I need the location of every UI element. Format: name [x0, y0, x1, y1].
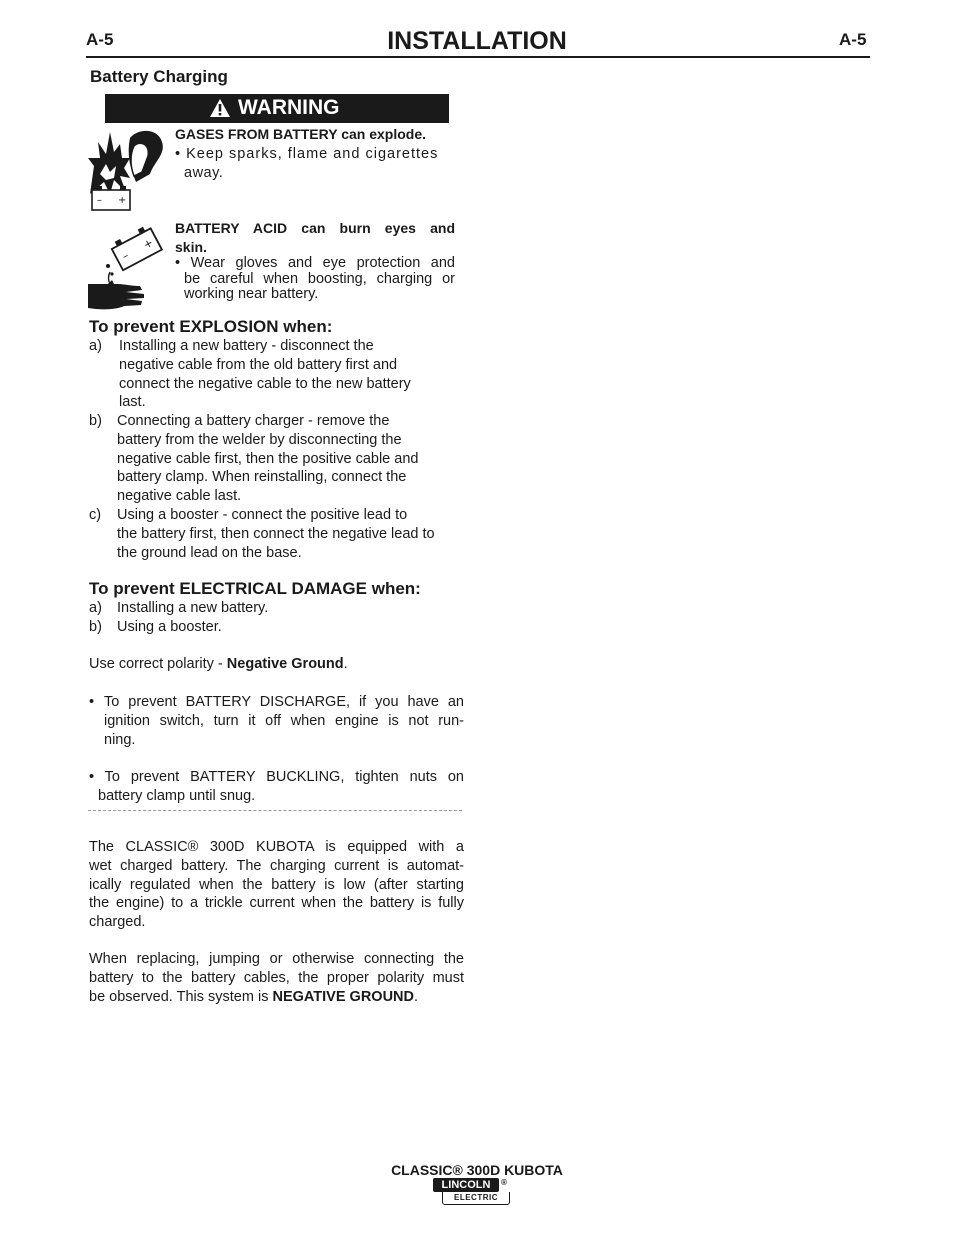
- polarity-paragraph-bold: NEGATIVE GROUND: [272, 988, 415, 1005]
- explosion-item-b-marker: b): [89, 413, 102, 429]
- acid-warning-bullet-line2: be careful when boosting, charging or: [184, 271, 455, 287]
- page-code-right: A-5: [839, 30, 867, 49]
- explosion-item-c: [117, 506, 462, 562]
- explosion-item-a-line: Installing a new battery - disconnect the: [119, 338, 374, 354]
- logo-bottom: ELECTRIC: [442, 1192, 510, 1205]
- svg-text:–: –: [97, 195, 102, 206]
- explosion-item-b-line: battery from the welder by disconnecting the: [117, 431, 402, 448]
- explosion-heading: To prevent EXPLOSION when:: [89, 317, 333, 336]
- svg-text:+: +: [118, 195, 127, 206]
- electrical-heading: To prevent ELECTRICAL DAMAGE when:: [89, 579, 421, 598]
- polarity-paragraph-prefix: be observed. This system is: [89, 988, 273, 1005]
- svg-text:+: +: [141, 235, 156, 252]
- polarity-paragraph-suffix: .: [414, 988, 419, 1005]
- charging-paragraph-line: charged.: [89, 914, 146, 931]
- acid-warning-bullet-line3: working near battery.: [184, 286, 319, 302]
- explosion-item-b: [117, 412, 462, 506]
- explosion-item-c-line: the battery first, then connect the negative lead to: [117, 525, 435, 542]
- gases-warning-title: GASES FROM BATTERY can explode.: [175, 126, 427, 142]
- gases-warning-bullet-cont: away.: [184, 165, 224, 181]
- polarity-paragraph-line: battery to the battery cables, the proper polarity must: [89, 969, 464, 986]
- page-title: INSTALLATION: [387, 27, 567, 55]
- explosion-item-a-line: negative cable from the old battery first and: [119, 356, 398, 373]
- explosion-item-a-marker: a): [89, 338, 102, 354]
- header-rule: [86, 56, 870, 58]
- svg-text:–: –: [119, 248, 131, 263]
- electrical-item-a-marker: a): [89, 600, 102, 616]
- warning-label: WARNING: [238, 96, 340, 119]
- charging-paragraph-line: the engine) to a trickle current when the battery is fully: [89, 895, 464, 912]
- electrical-item-b: Using a booster.: [117, 619, 222, 635]
- discharge-line: ignition switch, turn it off when engine is not run-: [104, 712, 464, 729]
- discharge-line: ning.: [104, 731, 136, 748]
- warning-triangle-icon: [209, 98, 231, 118]
- explosion-item-c-line: Using a booster - connect the positive lead to: [117, 507, 408, 523]
- polarity-bold: Negative Ground: [226, 656, 344, 672]
- electrical-item-a: Installing a new battery.: [117, 600, 269, 616]
- charging-paragraph-line: wet charged battery. The charging current is automat-: [89, 857, 464, 874]
- explosion-item-c-line: the ground lead on the base.: [117, 544, 302, 561]
- charging-paragraph-line: ically regulated when the battery is low (after starting: [89, 876, 464, 893]
- explosion-item-b-line: negative cable last.: [117, 488, 242, 505]
- polarity-suffix: .: [343, 656, 348, 672]
- electrical-item-b-marker: b): [89, 619, 102, 635]
- battery-acid-hand-icon: [86, 222, 168, 312]
- explosion-item-a-line: connect the negative cable to the new battery: [119, 375, 411, 392]
- warning-banner: [105, 94, 449, 123]
- battery-explosion-icon: [86, 128, 174, 214]
- discharge-bullet: •: [89, 694, 95, 710]
- charging-paragraph: [89, 838, 464, 932]
- polarity-paragraph-line: When replacing, jumping or otherwise connecting the: [89, 951, 464, 967]
- page-code-left: A-5: [86, 30, 114, 49]
- gases-warning-bullet: • Keep sparks, flame and cigarettes: [175, 146, 439, 162]
- polarity-paragraph: [89, 950, 464, 1006]
- polarity-line: [89, 655, 348, 674]
- acid-warning-title-cont: skin.: [175, 239, 207, 255]
- explosion-item-b-line: Connecting a battery charger - remove the: [117, 413, 390, 429]
- explosion-item-a: [119, 337, 459, 412]
- battery-charging-heading: Battery Charging: [90, 67, 228, 86]
- explosion-item-b-line: negative cable first, then the positive cable and: [117, 450, 419, 467]
- discharge-line: To prevent BATTERY DISCHARGE, if you have an: [104, 694, 464, 710]
- polarity-paragraph-last-line: [89, 988, 464, 1007]
- buckling-text: [89, 768, 464, 806]
- polarity-prefix: Use correct polarity -: [89, 656, 227, 672]
- lincoln-electric-logo: [433, 1178, 513, 1208]
- explosion-item-a-line: last.: [119, 394, 146, 411]
- buckling-line: battery clamp until snug.: [98, 787, 256, 804]
- logo-registered: ®: [501, 1178, 507, 1187]
- explosion-item-c-marker: c): [89, 507, 102, 523]
- acid-warning-bullet: • Wear gloves and eye protection and: [175, 255, 455, 271]
- footer-model: CLASSIC® 300D KUBOTA: [391, 1162, 563, 1178]
- acid-warning-title: BATTERY ACID can burn eyes and: [175, 220, 455, 236]
- explosion-item-b-line: battery clamp. When reinstalling, connect the: [117, 469, 407, 486]
- buckling-line: • To prevent BATTERY BUCKLING, tighten nuts on: [89, 769, 464, 785]
- discharge-text: [104, 693, 464, 749]
- section-divider: [88, 810, 462, 811]
- logo-top: LINCOLN: [433, 1178, 499, 1192]
- charging-paragraph-line: The CLASSIC® 300D KUBOTA is equipped with a: [89, 839, 464, 855]
